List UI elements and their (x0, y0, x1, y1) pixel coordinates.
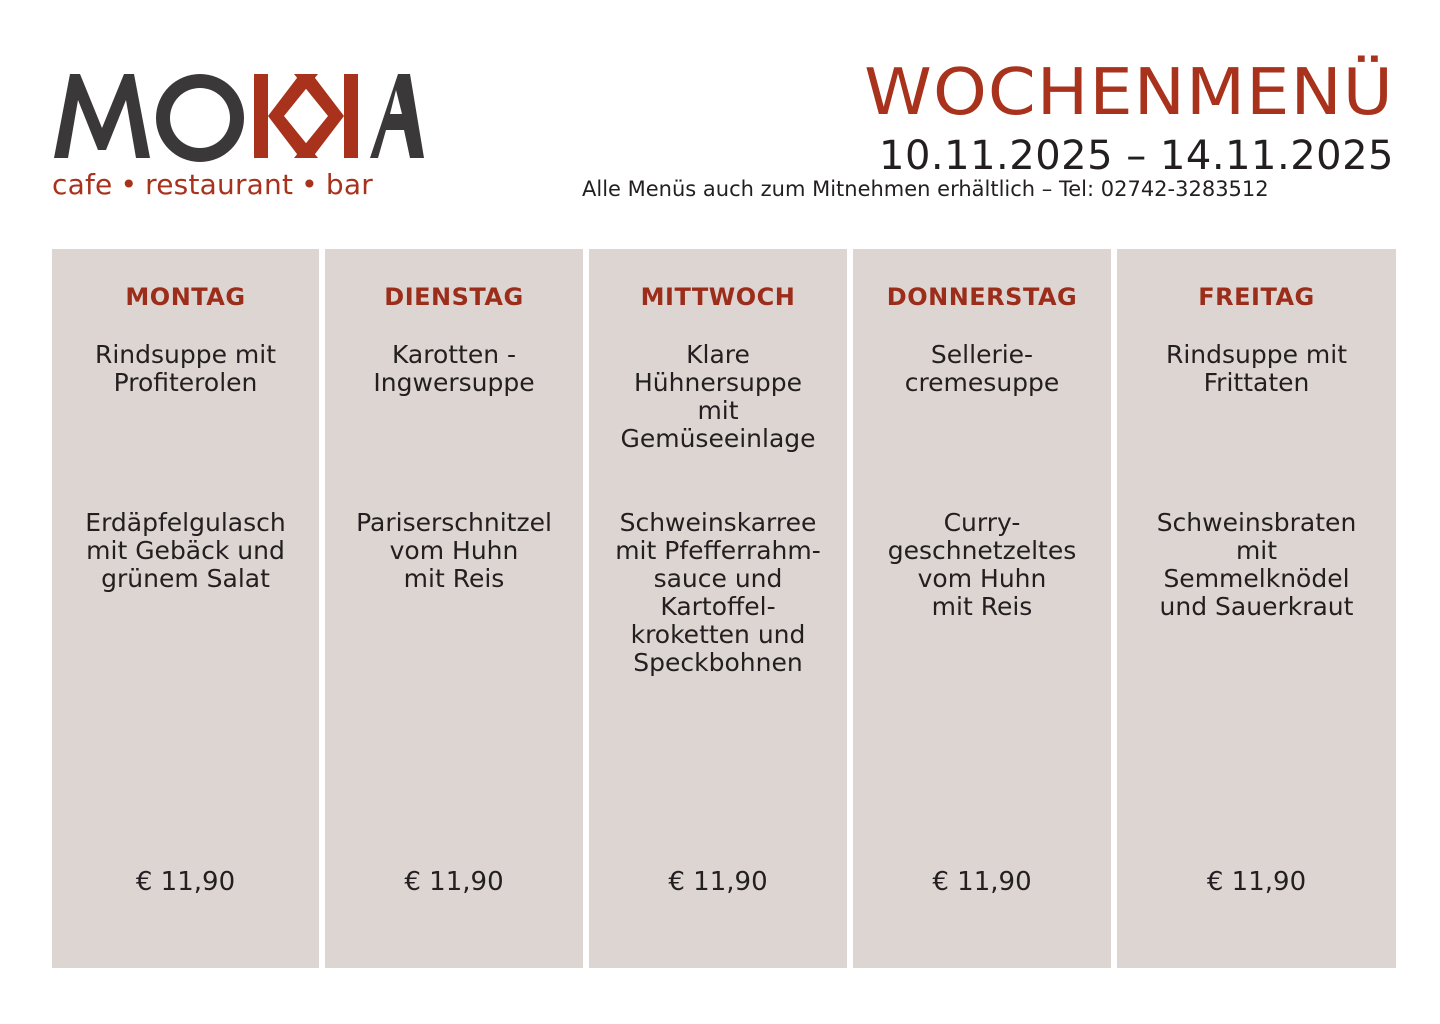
tagline-dot-1: • (120, 168, 138, 201)
day-heading: MITTWOCH (640, 283, 796, 311)
tagline-dot-2: • (301, 168, 318, 201)
mokka-wordmark-logo (52, 70, 424, 165)
day-heading: DONNERSTAG (886, 283, 1078, 311)
day-heading: DIENSTAG (384, 283, 524, 311)
tagline-restaurant: restaurant (145, 168, 294, 201)
day-column-friday (1117, 249, 1396, 968)
day-column-thursday (853, 249, 1111, 968)
price-text: € 11,90 (135, 867, 236, 897)
day-heading: MONTAG (125, 283, 246, 311)
menu-header (864, 56, 1394, 179)
soup-text: Klare Hühnersuppe mit Gemüseeinlage (620, 340, 816, 453)
day-column-monday (52, 249, 319, 968)
day-column-tuesday (325, 249, 583, 968)
soup-text: Rindsuppe mit Frittaten (1165, 340, 1348, 397)
soup-text: Sellerie- cremesuppe (904, 340, 1060, 397)
main-dish-text: Curry- geschnetzeltes vom Huhn mit Reis (887, 508, 1077, 621)
mokka-logo (52, 70, 432, 205)
main-dish-text: Schweinskarree mit Pfefferrahm- sauce und Kartoffel- kroketten und Speckbohnen (615, 508, 821, 677)
soup-text: Karotten - Ingwersuppe (373, 340, 535, 397)
day-heading: FREITAG (1198, 283, 1315, 311)
main-dish-text: Pariserschnitzel vom Huhn mit Reis (356, 508, 552, 593)
tagline-cafe: cafe (52, 168, 113, 201)
main-dish-text: Erdäpfelgulasch mit Gebäck und grünem Salat (85, 508, 286, 593)
tagline-bar: bar (325, 168, 373, 201)
logo-tagline (52, 168, 432, 201)
date-range: 10.11.2025 – 14.11.2025 (879, 133, 1394, 179)
price-text: € 11,90 (932, 867, 1032, 897)
price-text: € 11,90 (668, 867, 768, 897)
weekly-menu-grid (52, 249, 1396, 968)
price-text: € 11,90 (1206, 867, 1307, 897)
price-text: € 11,90 (404, 867, 504, 897)
page-title: WOCHENMENÜ (864, 56, 1394, 130)
main-dish-text: Schweinsbraten mit Semmelknödel und Sauerkraut (1156, 508, 1357, 621)
soup-text: Rindsuppe mit Profiterolen (94, 340, 277, 397)
takeaway-note: Alle Menüs auch zum Mitnehmen erhältlich – Tel: 02742-3283512 (582, 177, 1269, 201)
day-column-wednesday (589, 249, 847, 968)
